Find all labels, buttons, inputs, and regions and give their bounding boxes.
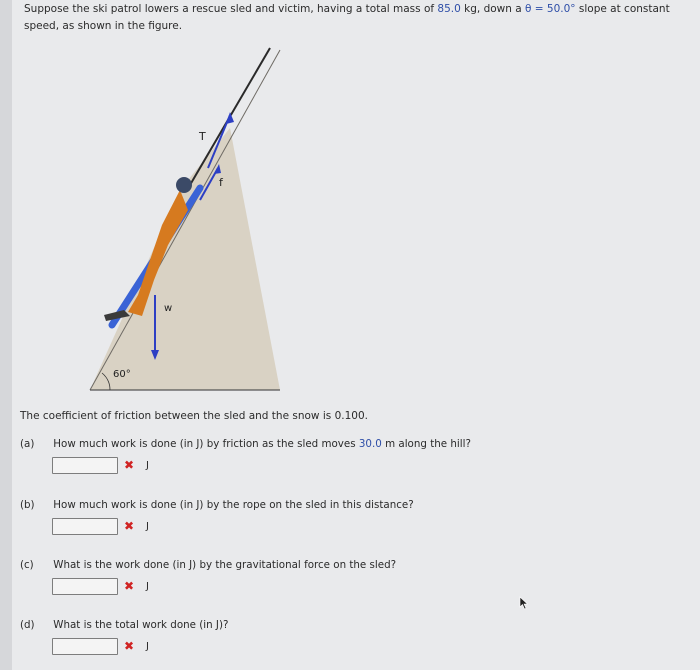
answer-row-b xyxy=(52,517,149,535)
question-text: What is the total work done (in J)? xyxy=(53,619,229,631)
problem-text-part: kg, down a xyxy=(460,3,526,15)
question-text: How much work is done (in J) by friction as the sled moves xyxy=(53,438,359,450)
question-label: (c) xyxy=(20,559,34,571)
answer-row-d xyxy=(52,637,149,655)
question-text: How much work is done (in J) by the rope on the sled in this distance? xyxy=(53,499,414,511)
question-text: What is the work done (in J) by the gravitational force on the sled? xyxy=(53,559,397,571)
problem-statement xyxy=(24,1,700,35)
mass-value: 85.0 xyxy=(437,3,461,15)
answer-input-c[interactable] xyxy=(52,578,118,595)
unit-label: J xyxy=(146,640,149,652)
intro-text: The coefficient of friction between the sled and the snow is xyxy=(20,410,335,422)
incorrect-icon: ✖ xyxy=(124,579,135,593)
answer-row-a xyxy=(52,456,149,474)
incorrect-icon: ✖ xyxy=(124,639,135,653)
incorrect-icon: ✖ xyxy=(124,519,135,533)
problem-line-1 xyxy=(24,1,700,18)
slope-figure xyxy=(80,40,300,400)
intro-text-end: . xyxy=(364,410,368,422)
problem-line-2: speed, as shown in the figure. xyxy=(24,20,183,32)
angle-label: 60° xyxy=(113,369,131,380)
unit-label: J xyxy=(146,459,149,471)
tension-label: T xyxy=(199,130,206,143)
friction-intro xyxy=(20,410,368,422)
tension-arrowhead xyxy=(226,112,234,124)
distance-value: 30.0 xyxy=(358,438,382,450)
question-a xyxy=(20,438,471,450)
answer-input-d[interactable] xyxy=(52,638,118,655)
left-strip xyxy=(0,0,12,670)
mouse-cursor-icon xyxy=(519,595,529,614)
question-b xyxy=(20,499,414,511)
friction-label: f xyxy=(219,176,223,189)
incorrect-icon: ✖ xyxy=(124,458,135,472)
figure-svg xyxy=(80,40,300,400)
answer-input-a[interactable] xyxy=(52,457,118,474)
theta-value: θ = 50.0° xyxy=(525,3,576,15)
question-d xyxy=(20,619,228,631)
problem-text-part: Suppose the ski patrol lowers a rescue sled and victim, having a total mass of xyxy=(24,3,438,15)
weight-label: w xyxy=(164,303,173,314)
answer-input-b[interactable] xyxy=(52,518,118,535)
rescuer-helmet xyxy=(176,177,192,193)
question-label: (a) xyxy=(20,438,35,450)
unit-label: J xyxy=(146,580,149,592)
answer-row-c xyxy=(52,577,149,595)
unit-label: J xyxy=(146,520,149,532)
mu-value: 0.100 xyxy=(334,410,365,422)
question-label: (b) xyxy=(20,499,35,511)
question-text-end: m along the hill? xyxy=(381,438,471,450)
problem-text-part: slope at constant xyxy=(575,3,670,15)
question-label: (d) xyxy=(20,619,35,631)
question-c xyxy=(20,559,396,571)
